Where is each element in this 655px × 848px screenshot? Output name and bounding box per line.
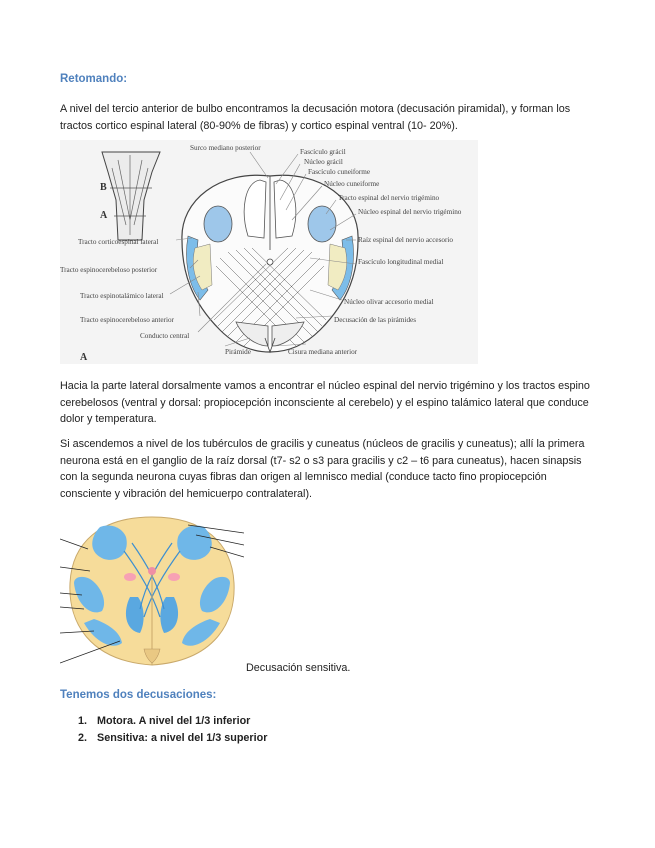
paragraph-gracilis-cuneatus: Si ascendemos a nivel de los tubérculos de gracilis y cuneatus (núcleos de gracilis y cuneatus); allí la primera neurona está en el ganglio de la raíz dorsal (t7- s2 o s3 para gracilis y c2 – t6 para cuneatus), hacen sinapsis con la segunda neurona cuyas fibras dan origen al lemnisco medial (conduce tacto fino propiocepción consciente y vibración del hemicuerpo contralateral). [60, 438, 585, 500]
figure-medulla-svg [60, 140, 478, 364]
label-cisura: Cisura mediana anterior [288, 348, 358, 356]
label-fasciculo-longitudinal: Fascículo longitudinal medial [358, 258, 444, 266]
list-number: 2. [78, 732, 88, 744]
heading-dos-decusaciones: Tenemos dos decusaciones: [60, 689, 217, 701]
label-espinocerebeloso-anterior: Tracto espinocerebeloso anterior [80, 316, 174, 324]
label-surco: Surco mediano posterior [190, 144, 261, 152]
figure-sensory-svg [60, 513, 244, 669]
paragraph-lateral-tracts: Hacia la parte lateral dorsalmente vamos a encontrar el núcleo espinal del nervio trigémino y los tractos espino cerebelosos (ventral y dorsal: propiocepción inconsciente al cerebelo) y el espino talámico lateral que conduce dolor y temperatura. [60, 380, 590, 426]
label-nucleo-olivar: Núcleo olivar accesorio medial [344, 298, 434, 306]
label-nucleo-cuneiforme: Núcleo cuneiforme [324, 180, 380, 188]
label-corticoespinal: Tracto corticoespinal lateral [78, 238, 159, 246]
figure-sensory-decussation [60, 513, 244, 669]
label-tracto-trigemino: Tracto espinal del nervio trigémino [338, 194, 440, 202]
list-number: 1. [78, 715, 88, 727]
label-espinocerebeloso-posterior: Tracto espinocerebeloso posterior [60, 266, 158, 274]
label-espinotalamico: Tracto espinotalámico lateral [80, 292, 164, 300]
paragraph-motor-decussation: A nivel del tercio anterior de bulbo encontramos la decusación motora (decusación piramidal), y forman los tractos cortico espinal lateral (80-90% de fibras) y cortico espinal ventral (10- 20%). [60, 103, 571, 132]
figure-medulla-section [60, 140, 478, 364]
label-decusacion-piramides: Decusación de las pirámides [334, 316, 417, 324]
label-fasciculo-gracil: Fascículo grácil [300, 148, 346, 156]
label-fasciculo-cuneiforme: Fascículo cuneiforme [308, 168, 371, 176]
list-item-sensitiva [78, 730, 267, 747]
label-conducto-central: Conducto central [140, 332, 190, 340]
label-nucleo-trigemino: Núcleo espinal del nervio trigémino [358, 208, 462, 216]
list-item-text: Motora. A nivel del 1/3 inferior [97, 715, 251, 727]
label-raiz-accesorio: Raíz espinal del nervio accesorio [358, 236, 453, 244]
list-item-text: Sensitiva: a nivel del 1/3 superior [97, 732, 268, 744]
label-piramide: Pirámide [225, 348, 251, 356]
letter-b: B [100, 182, 107, 193]
heading-retomando: Retomando: [60, 73, 128, 85]
decussation-list [78, 713, 267, 747]
list-item-motora [78, 713, 267, 730]
caption-sensory-decussation: Decusación sensitiva. [246, 662, 351, 674]
letter-a: A [100, 210, 108, 221]
letter-a-corner: A [80, 352, 88, 363]
label-nucleo-gracil: Núcleo grácil [304, 158, 343, 166]
